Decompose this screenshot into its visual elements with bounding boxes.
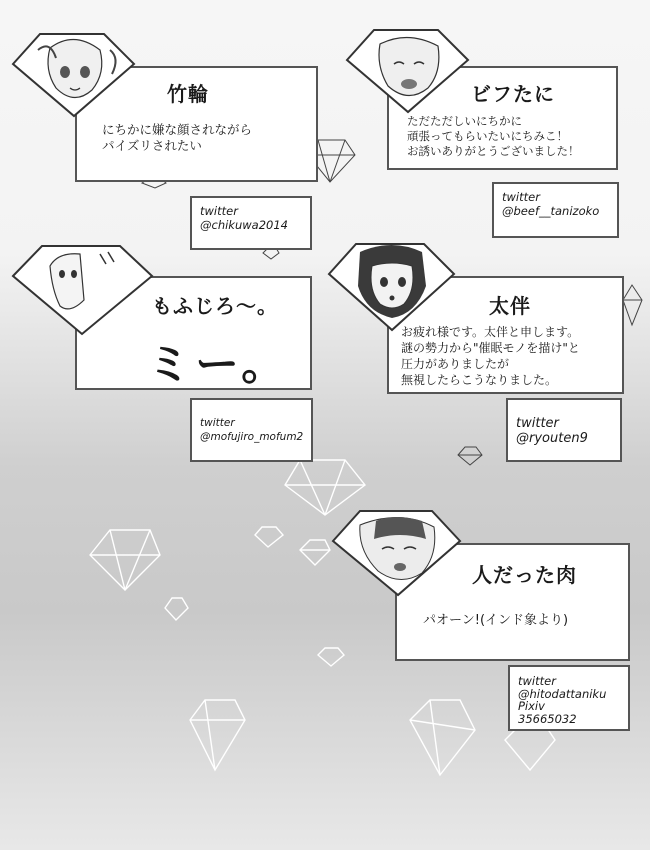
diamond-decoration (410, 700, 475, 775)
author-portrait (330, 505, 465, 600)
diamond-decoration (458, 447, 482, 465)
author-name: ビフたに (471, 82, 555, 106)
diamond-decoration (255, 527, 283, 547)
author-name: 竹輪 (167, 82, 209, 106)
contact-line: twitter (518, 674, 556, 688)
contact-box (508, 665, 630, 731)
diamond-decoration (623, 285, 642, 325)
author-message: ただただしいにちかに 頑張ってもらいたいにちみこ！ お誘いありがとうございました！ (407, 114, 580, 158)
diamond-decoration (190, 700, 245, 770)
contact-line: Pixiv (518, 699, 545, 713)
diamond-decoration (300, 540, 330, 565)
contact-line: 35665032 (518, 711, 577, 726)
contact-line: @chikuwa2014 (200, 218, 288, 232)
contact-line: twitter (516, 416, 559, 431)
contact-box (506, 398, 622, 462)
contact-line: twitter (200, 417, 235, 429)
contact-line: @ryouten9 (516, 431, 588, 446)
diamond-decoration (165, 598, 188, 620)
author-message: パオーン!(インド象より) (423, 613, 569, 628)
author-portrait (10, 28, 140, 120)
author-message: お疲れ様です。太伴と申します。 謎の勢力から"催眠モノを描け"と 圧力がありましたが 無視したらこうなりました。 (401, 325, 580, 387)
contact-line: twitter (200, 204, 238, 218)
contact-line: @mofujiro_mofum2 (200, 431, 304, 443)
contact-box (190, 398, 313, 462)
author-message: にちかに嫌な顔されながら パイズリされたい (102, 122, 253, 153)
contact-line: twitter (502, 190, 540, 204)
diamond-decoration (505, 725, 555, 770)
author-name: 人だった肉 (472, 563, 577, 587)
author-message: ミー。 (147, 339, 290, 390)
diamond-decoration (90, 530, 160, 590)
contact-box (190, 196, 312, 250)
author-portrait (344, 24, 474, 116)
contact-line: @hitodattaniku (518, 686, 607, 701)
contact-line: @beef__tanizoko (502, 204, 600, 218)
contact-box (492, 182, 619, 238)
author-portrait (326, 238, 458, 334)
author-name: もふじろ〜。 (152, 294, 278, 318)
author-portrait (10, 240, 160, 340)
diamond-decoration (318, 648, 344, 666)
author-name: 太伴 (489, 294, 531, 318)
